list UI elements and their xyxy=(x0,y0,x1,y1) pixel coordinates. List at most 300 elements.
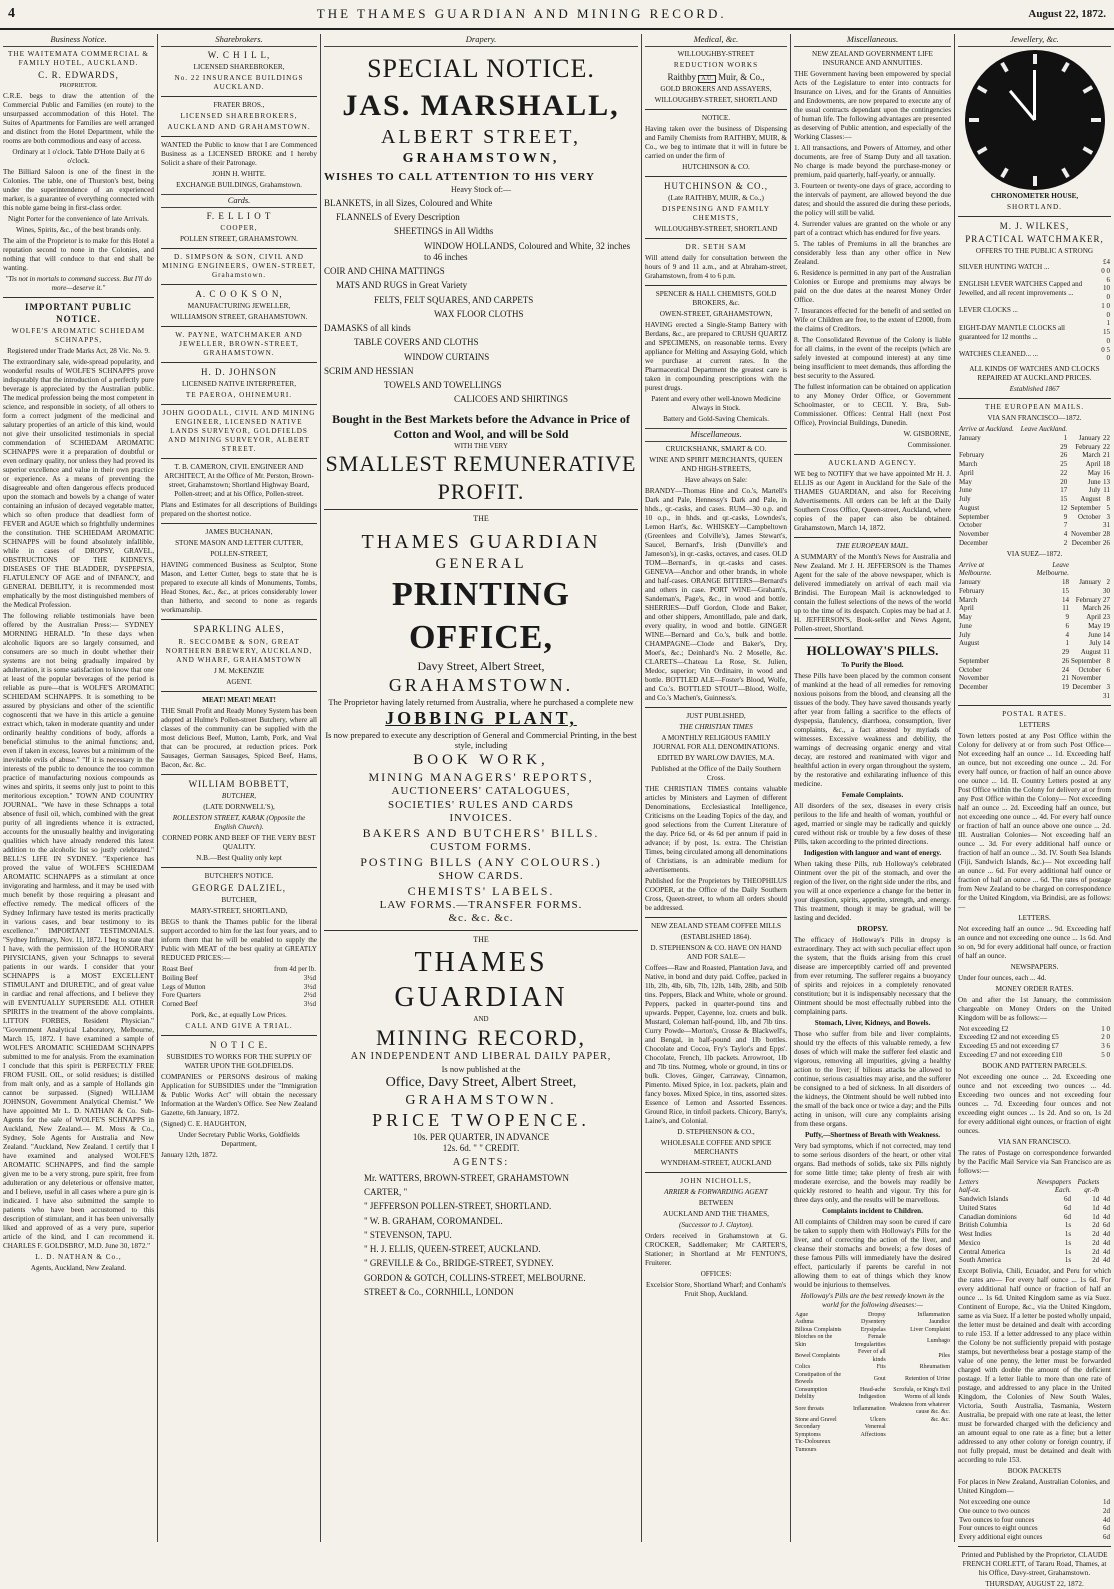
table-cell: February xyxy=(959,586,985,595)
work-item: SOCIETIES' RULES AND CARDS xyxy=(388,798,574,811)
agent-item: Mr. WATTERS, BROWN-STREET, GRAHAMSTOWN xyxy=(364,1172,570,1183)
table-cell: June xyxy=(1087,477,1101,486)
printing-note: The Proprietor having lately returned from Australia, where he purchased a complete new xyxy=(328,696,634,707)
nicholls-between: BETWEEN xyxy=(698,1199,734,1207)
table-cell: August xyxy=(1080,648,1101,657)
table-row xyxy=(794,1417,951,1425)
dropsy-text: The efficacy of Holloway's Pills in dropsy is extraordinary. They act with such peculiar effect upon the system, that the fluids arising from this cruel disease are imperceptibly carried off and prevented from ever returning. The sufferer regains a buoyancy of spirits and rejoices in a completely renovated constitution; but it is indispensably necessary that the Ointment should be most effectually rubbed into the complaining parts. xyxy=(794,935,951,1016)
table-cell: Two ounces to four ounces xyxy=(959,1515,1035,1524)
table-cell: Weakness from whatever cause &c. &c. xyxy=(889,1401,950,1416)
table-cell: January xyxy=(959,433,981,442)
table-cell: 12 xyxy=(1060,503,1068,512)
table-cell: November xyxy=(959,530,989,539)
table-header-cell: qr.-lb xyxy=(1084,1186,1100,1195)
table-cell: Tumours xyxy=(795,1446,817,1453)
table-cell: 6 xyxy=(1065,621,1070,630)
letters2-heading: LETTERS. xyxy=(1018,913,1051,922)
agents-title: AGENTS: xyxy=(452,1157,510,1169)
table-cell: January xyxy=(1079,578,1101,587)
hutchinson-address: WILLOUGHBY-STREET, SHORTLAND xyxy=(654,225,778,234)
table-header-cell: Each. xyxy=(1054,1186,1072,1195)
table-cell: 11 xyxy=(1103,648,1110,657)
bobbett-address: ROLLESTON STREET, KARAK (Opposite the English Church). xyxy=(172,813,306,831)
motto: "Tis not in mortals to command success. But I'll do more—deserve it." xyxy=(5,275,152,293)
stock-item: WAX FLOOR CLOTHS xyxy=(434,308,524,319)
table-cell: 1d xyxy=(1092,1212,1100,1221)
table-row xyxy=(794,1424,951,1439)
work-item: BAKERS AND BUTCHERS' BILLS. xyxy=(362,826,600,840)
price-item: Legs of Mutton xyxy=(162,982,206,991)
table-cell xyxy=(1068,521,1101,530)
signed-title: Under Secretary Public Works, Goldfields Department, xyxy=(178,1131,300,1148)
book2-table xyxy=(958,1498,1111,1542)
hutchinson-late: (Late RAITHBY, MUIR, & Co.,) xyxy=(668,194,764,203)
buchanan-name: JAMES BUCHANAN, xyxy=(205,528,273,537)
table-cell: Sore throats xyxy=(795,1405,824,1412)
column-medical xyxy=(642,34,791,1542)
table-cell: March xyxy=(959,595,978,604)
stock-item: WINDOW HOLLANDS, Coloured and White, 32 inches to 46 inches xyxy=(424,240,631,262)
purify-heading: To Purify the Blood. xyxy=(841,660,904,669)
table-cell: January xyxy=(1078,433,1101,442)
table-row xyxy=(958,302,1111,320)
cameron-card: T. B. CAMERON, CIVIL ENGINEER AND ARCHITECT, At the Office of Mr. Perston, Brown-street, Grahamstown; Shortland Highway Board, Pollen-street; and at his Office, Pollen-street. xyxy=(164,463,314,499)
table-cell: 4d xyxy=(1103,1256,1110,1265)
divider xyxy=(645,238,787,239)
column-header: Medical, &c. xyxy=(645,34,787,47)
nzgov-point: 5. The tables of Premiums in all the branches are considerably less than any other office in New Zealand. xyxy=(794,239,951,266)
watch-item: LEVER CLOCKS ... xyxy=(959,306,1018,315)
sam-name: DR. SETH SAM xyxy=(685,243,747,252)
printing-general: GENERAL xyxy=(435,556,527,573)
table-cell: Rheumatism xyxy=(919,1364,950,1371)
frater-name: FRATER BROS., xyxy=(213,100,265,109)
proprietor-name: C. R. EDWARDS, xyxy=(38,69,119,80)
column-header: Miscellaneous. xyxy=(794,34,951,47)
disease-table xyxy=(794,1312,951,1455)
table-cell: 2d xyxy=(1092,1230,1100,1239)
hutchinson-sig: HUTCHINSON & CO. xyxy=(682,163,750,172)
willoughby-street: WILLOUGHBY-STREET xyxy=(677,49,755,58)
table-cell: &c. &c. xyxy=(930,1416,950,1423)
table-row xyxy=(794,1402,951,1417)
table-cell: Inflammation xyxy=(853,1405,886,1412)
table-cell: 27 xyxy=(1103,595,1110,604)
meat-price-list xyxy=(161,965,317,1009)
price-value: 3½d xyxy=(303,1000,316,1008)
table-cell: 4d xyxy=(1103,1515,1110,1524)
hutchinson-name: HUTCHINSON & CO., xyxy=(663,181,768,192)
paper-record: MINING RECORD, xyxy=(375,1024,587,1050)
signed-date: January 12th, 1872. xyxy=(161,1151,218,1159)
work-item: CUSTOM FORMS. xyxy=(430,841,532,853)
table-cell: April xyxy=(1085,460,1101,469)
book2-text: For places in New Zealand, Australian Colonies, and United Kingdom— xyxy=(958,1478,1110,1496)
via-suez: VIA SUEZ—1872. xyxy=(1006,549,1063,558)
table-row xyxy=(794,1447,951,1455)
notice-title: N O T I C E. xyxy=(209,1039,269,1050)
clock-tick xyxy=(976,146,987,154)
seccombe-card: R. SECCOMBE & SON, GREAT NORTHERN BREWERY, AUCKLAND, AND WHARF, GRAHAMSTOWN xyxy=(165,637,313,664)
table-row xyxy=(794,1327,951,1335)
notice-text: Having taken over the business of Dispensing and Family Chemists from RAITHBY, MUIR, & Co., we beg to intimate that it will in future be carried on under the firm of xyxy=(645,125,787,161)
misc-header: Miscellaneous. xyxy=(645,428,787,442)
table-cell: 11 xyxy=(1062,604,1070,613)
imprint-date: THURSDAY, AUGUST 22, 1872. xyxy=(985,1579,1084,1588)
indigestion-heading: Indigestion with languor and want of energy. xyxy=(803,848,942,857)
table-cell: 21 xyxy=(1062,674,1070,683)
table-row xyxy=(958,648,1111,657)
divider xyxy=(161,1035,317,1036)
table-row xyxy=(958,1516,1111,1525)
table-cell: March xyxy=(1082,604,1101,613)
nathan-address: Agents, Auckland, New Zealand. xyxy=(30,1263,127,1272)
repaired-text: ALL KINDS OF WATCHES AND CLOCKS REPAIRED AT AUCKLAND PRICES. xyxy=(969,365,1100,383)
puffy-text: Very bad symptoms, which if not corrected, may tend to some serious disorders of the heart, or other vital organs. Bad methods of solids, take six Pills nightly for some little time; take plenty of fresh air with moderate exercise, and the bowels may readily be quickly restored to health and vigour. Try this for three days only, and the results will be marvellous. xyxy=(794,1141,951,1204)
table-cell: October xyxy=(1078,665,1101,674)
watch-price: 6 10 0 xyxy=(1103,275,1110,302)
table-cell: Gout xyxy=(873,1375,886,1382)
table-cell: Debility xyxy=(795,1394,815,1401)
printing-office: PRINTING OFFICE, xyxy=(391,576,571,656)
money-text: On and after the 1st January, the commission chargeable on Money Orders on the United Kingdom will be as follows:— xyxy=(958,995,1111,1022)
table-header-cell: half-oz. xyxy=(959,1186,981,1195)
table-cell: Ague xyxy=(795,1311,808,1318)
watch-item: ENGLISH LEVER WATCHES Capped and Jewelled, and all recent improvements ... xyxy=(959,280,1083,297)
nicholls-title: ARRIER & FORWARDING AGENT xyxy=(664,1188,768,1196)
table-cell: 1 xyxy=(1065,639,1070,648)
price-item: Fore Quarters xyxy=(162,991,201,1000)
table-cell: 30 xyxy=(1103,586,1110,595)
nzgov-point: 8. The Consolidated Revenue of the Colony is liable for all claims, in the event of the receipts (which are safely invested at compound interest) at any time being insufficient to meet demands, thus affording the best security to the Assured. xyxy=(794,335,951,380)
table-row xyxy=(958,1248,1111,1257)
nzgov-foot: The fullest information can be obtained on application to any Money Order Office, or Government Schoolmaster, or to CECIL Y. Bra, Sub-Commissioner. Offices: Central Hall (next Post Office), Provincial Buildings, Dunedin. xyxy=(794,382,951,427)
table-cell: 14 xyxy=(1103,630,1110,639)
table-cell: 4d xyxy=(1103,1230,1110,1239)
table-cell: 4d xyxy=(1103,1238,1110,1247)
nathan-signoff: L. D. NATHAN & Co., xyxy=(35,1252,122,1261)
draper-name: JAS. MARSHALL, xyxy=(342,89,620,123)
divider xyxy=(161,326,317,327)
table-cell: Fits xyxy=(876,1364,886,1371)
cookson-title: MANUFACTURING JEWELLER, xyxy=(187,302,291,310)
female-text: All disorders of the sex, diseases in every crisis perilous to the life and health of woman, youthful or aged, married or single may be radically and quickly cured without risk or trouble by a few doses of these Pills, taken according to the printed directions. xyxy=(794,801,951,846)
credit-rate: 12s. 6d. " " CREDIT. xyxy=(442,1143,520,1154)
hotel-text: C.R.E. begs to draw the attention of the Commercial Public and Families (en route) to the unsurpassed accommodation of this Hotel. The Suites of Apartments for Families are well arranged and distinct from the Hotel Department, while the rooms are both commodious and easy of access. xyxy=(3,92,154,146)
newspapers-text: Under four ounces, each ... 4d. xyxy=(958,973,1047,982)
table-row xyxy=(958,1239,1111,1248)
table-cell: 4d xyxy=(1103,1195,1110,1204)
table-row xyxy=(794,1394,951,1402)
divider xyxy=(161,867,317,868)
table-row xyxy=(958,319,1111,345)
table-row xyxy=(958,631,1111,640)
table-row xyxy=(958,1533,1111,1542)
table-cell: 2d xyxy=(1103,1506,1110,1515)
clock-hour-hand xyxy=(1008,90,1035,121)
gisborne-title: Commissioner. xyxy=(907,440,951,449)
testimonials-text: The following reliable testimonials have been offered by the Australian Press:— SYDNEY MORNING HERALD. "In these days when alcoholic liquors are so largely consumed, and consumers are so much in doubt whether their systems are not being gradually impaired by adulteration, it is some satisfaction to know that one at least of the popular beverages of the period is reliable as pure—that is WOLFE'S AROMATIC SCHIEDAM SCHNAPPS. It is something to be assured by physicians and other of the scientific cognoscenti that we have in this article a genuine extract which, taken in moderate quantity and under ordinarily healthy conditions of body, affords a beneficial stimulus to the animal functions; and, even if taken in excess, leaves but a minimum of the inevitable evils of abuse." "If it is necessary in the interests of the public to denounce the too common practice of manufacturing noxious compounds as wines and spirits, it seems only just to point to this meritorious exception." TOWN AND COUNTRY JOURNAL. "We have in these Schnapps a total absence of fusil oil, which, combined with the great purity of all ingredients whence it is extracted, accounts for the unusually healthy and invigorating qualities which have already rendered this latest addition to the alcoholic list so justly celebrated." BELL'S LIFE IN SYDNEY. "Experience has proved the value of WOLFE'S SCHIEDAM AROMATIC SCHNAPPS as a stimulant at once invigorating and harmless, and it may be used with much benefit by those requiring a pleasant and effective remedy. The medical officers of the Sydney Infirmary have tested its merits practically in various cases, and bear testimony to its excellence." IMPORTANT TESTIMONIALS. "Sydney Infirmary, Nov. 11, 1872. I beg to state that I have, with the permission of the HONORARY PHYSICIANS, given your Schnapps to several patients in our wards. I consider that your SCHNAPPS is a MOST EXCELLENT STIMULANT and DIURETIC, and of great value in cardiac and renal affections, and I believe they will EVENTUALLY SUPERSEDE ALL OTHER SPIRITS in the treatment of the above complaints. LITTON FORBES, Resident Physician." "Government Analytical Laboratory, Melbourne, March 15, 1872. I have examined a sample of WOLFE'S AROMATIC SCHIEDAM SCHNAPPS submitted to me for analysis. From the examination I conclude that this spirit is PERFECTLY FREE FROM FUSIL OIL, or solid residues; is distilled from malt only, and as a sample of Hollands gin cannot be surpassed. (Signed) WILLIAM JOHNSON, Government Analytical Chemist." We have appointed Mr L. D. NATHAN & Co. Sub-Agents for the sale of WOLFE'S SCHNAPPS in Auckland, New Zealand.— M. Moss & Co., Sydney, Sole Agents for Australia and New Zealand. "Auckland, New Zealand. I certify that I have examined and analysed WOLFE'S AROMATIC SCHNAPPS, and find the sample given me to be a very strong, pure spirit, free from adulteration or any deleterious or offensive matter, and I believe, useful in all cases where a pure gin is indicated. I have also submitted the sample to patients who have been accustomed to this description of stimulant, and it has been universally liked and approved of as a very pure, superior article of the kind, and I can recommend it. CHARLES F. GOLDSBRO', M.D. June 30, 1872." xyxy=(3,611,154,1250)
divider xyxy=(161,404,317,405)
stephenson-title: D. STEPHENSON & CO. HAVE ON HAND AND FOR SALE— xyxy=(650,944,782,961)
table-row xyxy=(958,604,1111,613)
schnapps-text: The extraordinary sale, wide-spread popularity, and wonderful results of WOLFE'S SCHNAPPS prove indisputably that the introduction of a perfectly pure beverage is appreciated by the Australian public. The medical profession being the most competent in science, and responsible in society, of all others to form a correct judgment of the medicinal and salutary properties of an article of this kind, would not give their unsolicited testimonials in special commendation of SCHIEDAM AROMATIC SCHNAPPS were it a preparation of doubtful or even ordinary quality, nor unless they had proved its superior excellence and value in their own practice or experience. As a means of preventing the disagreeable and often dangerous effects produced upon the stomach and bowels by a change of water containing an infusion of decayed vegetable matter, which so often produce that deadliest form of FEVER and AGUE which so frightfully undermines the constitution. THE SCHIEDAM AROMATIC SCHNAPPS will be found absolutely infallible, while in cases of DROPSY, GRAVEL, OBSTRUCTIONS OF THE KIDNEYS, DISEASES OF THE BLADDER, DYSPEPSIA, FLATULENCY OF AGE and of INFANCY, and GENERAL DEBILITY, it is recommended most emphatically by the most distinguished members of the Medical Profession. xyxy=(3,357,154,609)
postal-rates: POSTAL RATES. xyxy=(1002,709,1067,718)
buchanan-title: STONE MASON AND LETTER CUTTER, xyxy=(175,539,303,548)
table-row xyxy=(958,1204,1111,1213)
sam-text: Will attend daily for consultation between the hours of 9 and 11 a.m., and at Abraham-street, Grahamstown, from 4 to 6 p.m. xyxy=(645,254,787,281)
table-cell: November xyxy=(1071,530,1101,539)
printing-town: GRAHAMSTOWN. xyxy=(388,675,574,696)
table-cell: August xyxy=(959,639,980,648)
wilkes-name: M. J. WILKES, xyxy=(999,220,1070,231)
gisborne-name: W. GISBORNE, xyxy=(903,429,951,438)
table-cell: 26 xyxy=(1060,451,1068,460)
table-cell: 21 xyxy=(1103,451,1110,460)
table-cell: 6d xyxy=(1103,1221,1110,1230)
agent-item: " W. B. GRAHAM, COROMANDEL. xyxy=(364,1215,503,1226)
column-header: Business Notice. xyxy=(3,34,154,47)
printing-address: Davy Street, Albert Street, xyxy=(417,659,545,674)
table-cell: United States xyxy=(959,1203,997,1212)
divider xyxy=(324,930,638,931)
table-row xyxy=(958,346,1111,364)
table-cell: 7 xyxy=(1063,521,1068,530)
hotel-name: THE WAITEMATA COMMERCIAL & FAMILY HOTEL, AUCKLAND. xyxy=(7,49,150,67)
table-row xyxy=(958,434,1111,443)
watch-item: SILVER HUNTING WATCH ... xyxy=(959,262,1050,271)
letters2-text: Not exceeding half an ounce ... 9d. Exceeding half an ounce and not exceeding one ounce ... 1s 6d. And so on, 9d for every additional half ounce, or fraction of half an ounce. xyxy=(958,924,1111,960)
table-row xyxy=(958,1256,1111,1265)
cruickshank-title: WINE AND SPIRIT MERCHANTS, QUEEN AND HIGH-STREETS, xyxy=(649,456,783,473)
table-cell: June xyxy=(1088,630,1101,639)
nzgov-point: 4. Surrender values are granted on the whole or any part of a contract which has endured for five years. xyxy=(794,219,951,237)
table-row xyxy=(958,530,1111,539)
stephenson-text: Coffees—Raw and Roasted, Plantation Java, and Native, in bond and duty paid. Coffee, packed in 1lb, 2lb, 4lb, 6lb, 7lb, 12lb, 14lb, 28lb, and 50lb tins. Peppers, Black and White, whole or ground. Peppers, packed in quarter-pound tins and upwards. Pepper, Cayenne, loz. cruets and bulk. Mustard, Coleman half-pound, 1lb, and 7lb tins. Curry Powde—Morton's, Crosse & Blackwell's, and Bengal, in half-pound and 1lb bottles. Chocolate and Cocoa, Fry's Taylor's and Epps'. Chocolate, French, 1lb packets. Arrowroot, 1lb and 7lb tins. Nutmeg, whole or ground, in tins or bulk. Cloves, Ginger, Carraway, Cinnamon, Pimento. Mixed Spice, in 1oz. packets, plain and fancy boxes. Mixed Spice, in tins, assorted sizes. Essence of Lemon and Assorted Essences. Ground Rice, in tinfoil packets. Chicory, Barry's, Laine's, and Colonial. xyxy=(645,964,787,1125)
cruickshank-name: CRUICKSHANK, SMART & CO. xyxy=(665,445,767,453)
table-cell: Erysipelas xyxy=(860,1326,886,1333)
table-row xyxy=(794,1372,951,1387)
divider xyxy=(645,1172,787,1173)
white-address: EXCHANGE BUILDINGS, Grahamstown. xyxy=(176,180,302,189)
dalziel-title: BUTCHER, xyxy=(221,896,257,904)
work-item: AUCTIONEERS' CATALOGUES, xyxy=(391,784,571,797)
divider xyxy=(794,537,951,538)
female-heading: Female Complaints. xyxy=(841,790,904,799)
divider xyxy=(161,458,317,459)
table-cell: 2d xyxy=(1092,1256,1100,1265)
table-cell: 19 xyxy=(1103,621,1110,630)
table-cell: 4d xyxy=(1103,1203,1110,1212)
nicholls-route: AUCKLAND AND THE THAMES, xyxy=(663,1210,769,1218)
table-row xyxy=(958,1498,1111,1507)
johnson-name: H. D. JOHNSON xyxy=(200,367,277,377)
book-heading: BOOK AND PATTERN PARCELS. xyxy=(982,1061,1087,1070)
table-cell: March xyxy=(959,460,978,469)
divider xyxy=(645,176,787,177)
clock-minute-hand xyxy=(1033,70,1036,120)
table-row xyxy=(958,443,1111,452)
table-cell: 18 xyxy=(1062,578,1070,587)
mckenzie-name: J M. McKENZIE xyxy=(213,666,265,675)
paper-town: GRAHAMSTOWN. xyxy=(405,1092,557,1108)
reduction-works: REDUCTION WORKS xyxy=(673,60,759,69)
table-cell: May xyxy=(959,477,972,486)
wanted-text: WANTED the Public to know that I are Commenced Business as a LICENSED BROKE and I hereby Solicit a share of their Patronage. xyxy=(161,140,317,167)
elliot-name: F. E L L I O T xyxy=(206,210,272,221)
table-cell: 9 xyxy=(1063,512,1068,521)
table-row xyxy=(958,504,1111,513)
table-cell: 8 xyxy=(1106,495,1110,504)
table-row xyxy=(958,666,1111,675)
table-cell xyxy=(958,692,1018,701)
auckland-agency: AUCKLAND AGENCY. xyxy=(828,458,917,467)
table-cell: 29 xyxy=(1062,648,1070,657)
table-row xyxy=(958,478,1111,487)
table-row xyxy=(161,974,317,983)
table-cell xyxy=(1018,692,1070,701)
buchanan-address: POLLEN-STREET, xyxy=(210,550,268,559)
white-name: JOHN H. WHITE. xyxy=(212,169,266,178)
table-cell: 18 xyxy=(1103,460,1110,469)
wines-text: Wines, Spirits, &c., of the best brands only. xyxy=(15,226,141,235)
table-cell: Ulcers xyxy=(870,1416,886,1423)
table-cell: 3 xyxy=(1106,683,1110,692)
money-fee: 1 0 xyxy=(1101,1024,1110,1033)
table-cell: Retention of Urine xyxy=(905,1375,950,1382)
divider xyxy=(161,523,317,524)
nzsteam-name: NEW ZEALAND STEAM COFFEE MILLS xyxy=(650,922,782,930)
stock-item: CALICOES AND SHIRTINGS xyxy=(454,394,568,405)
wishes-line: WISHES TO CALL ATTENTION TO HIS VERY xyxy=(324,171,595,184)
clock-tick xyxy=(969,118,979,122)
divider xyxy=(161,248,317,249)
table-cell xyxy=(958,443,1017,452)
table-row xyxy=(958,1195,1111,1204)
watch-price: 1 15 0 xyxy=(1103,319,1110,345)
table-cell: 20 xyxy=(1060,477,1068,486)
table-row xyxy=(958,561,1111,579)
nicholls-text: Orders received in Grahamstown at G. CROCKER, Saddlemaker; Mr CARTER'S, Stationer; in Shortland at Mr FENTON'S, Fruiterer. xyxy=(645,1232,787,1267)
table-cell: Consumption xyxy=(795,1386,828,1393)
divider xyxy=(161,619,317,620)
money-table xyxy=(958,1025,1111,1060)
table-cell xyxy=(1070,587,1102,596)
table-header-cell: Newspapers xyxy=(1036,1177,1072,1186)
night-porter: Night Porter for the convenience of late Arrivals. xyxy=(8,215,149,224)
watch-price: 0 5 0 xyxy=(1101,345,1110,363)
table-row xyxy=(958,1025,1111,1034)
stock-item: MATS AND RUGS in Great Variety xyxy=(336,280,468,291)
clock-tick xyxy=(1000,61,1008,72)
table-cell: Central America xyxy=(959,1247,1006,1256)
watch-price-table xyxy=(958,258,1111,363)
draper-town: GRAHAMSTOWN, xyxy=(402,150,560,166)
euro-mail-text: A SUMMARY of the Month's News for Australia and New Zealand. Mr J. H. JEFFERSON is the Thames Agent for the sale of the above newspaper, which is delivered immediately on arrival of each mail via Brindisi. The European Mail is acknowledged to contain the fullest selections of the news of the world up to the time of its despatch. Copies may be had at J. H. JEFFERSON'S, Book-seller and News Agent, Pollen-street, Shortland. xyxy=(794,552,951,633)
table-row xyxy=(161,965,317,974)
paper-and: AND xyxy=(473,1015,489,1023)
column-sharebrokers xyxy=(158,34,321,1542)
table-row xyxy=(958,495,1111,504)
paper-subtitle: AN INDEPENDENT AND LIBERAL DAILY PAPER, xyxy=(350,1051,612,1063)
sf2-text: The rates of Postage on correspondence forwarded by the Pacific Mail Service via San Francisco are as follows:— xyxy=(958,1148,1111,1175)
puffy-heading: Puffy,—Shortness of Breath with Weakness. xyxy=(804,1130,941,1139)
money-fee: 5 0 xyxy=(1101,1050,1110,1059)
table-cell xyxy=(887,1439,951,1447)
ordinary-hours: Ordinary at 1 o'clock. Table D'Hote Daily at 6 o'clock. xyxy=(12,148,145,166)
bobbett-name: WILLIAM BOBBETT, xyxy=(188,778,290,789)
table-cell: Lumbago xyxy=(927,1338,950,1345)
price-value: from 4d per lb. xyxy=(274,965,316,973)
table-cell: 1 xyxy=(1063,433,1068,442)
watch-item: EIGHT-DAY MANTLE CLOCKS all guaranteed for 12 months ... xyxy=(959,323,1065,341)
stock-item: TABLE COVERS AND CLOTHS xyxy=(354,337,479,348)
table-cell: October xyxy=(1078,512,1101,521)
chronometer-town: SHORTLAND. xyxy=(1007,202,1062,211)
butchers-notice: BUTCHER'S NOTICE. xyxy=(204,871,274,880)
table-cell xyxy=(1070,692,1102,701)
table-cell: Liver Complaint xyxy=(910,1326,950,1333)
signed-name: (Signed) C. E. HAUGHTON, xyxy=(161,1120,247,1128)
table-cell: August xyxy=(959,503,980,512)
table-cell: 2d xyxy=(1092,1221,1100,1230)
stephenson-foot-3: WYNDHAM-STREET, AUCKLAND xyxy=(660,1159,772,1167)
table-row xyxy=(794,1349,951,1364)
table-cell: Asthma xyxy=(795,1319,814,1326)
table-cell: 5 xyxy=(1106,503,1110,512)
table-cell: 29 xyxy=(1060,442,1068,451)
agent-item: STREET & Co., CORNHILL, LONDON xyxy=(364,1286,514,1297)
table-cell xyxy=(844,1447,887,1455)
table-row xyxy=(958,639,1111,648)
divider xyxy=(958,216,1111,217)
table-cell: November xyxy=(1071,674,1101,683)
nzgov-point: 3. Fourteen or twenty-one days of grace, according to the intervals of payment, are allowed beyond the due dates; and should the assured die during these periods, the policy will still be valid. xyxy=(794,181,951,217)
table-row xyxy=(958,258,1111,276)
column-drapery xyxy=(321,34,642,1542)
clock-icon xyxy=(965,50,1105,190)
bobbett-text: CORNED PORK AND BEEF OF THE VERY BEST QUALITY. xyxy=(162,833,316,851)
table-cell: 31 xyxy=(1103,521,1110,530)
frater-address: AUCKLAND AND GRAHAMSTOWN. xyxy=(167,122,311,131)
table-header-cell: Letters xyxy=(959,1177,979,1186)
page-number: 4 xyxy=(8,6,15,21)
column-header: Jewellery, &c. xyxy=(958,34,1111,47)
table-cell: 17 xyxy=(1060,486,1068,495)
table-cell: 1d xyxy=(1103,1498,1110,1507)
table-cell: Bilious Complaints xyxy=(795,1326,842,1333)
divider xyxy=(958,1546,1111,1547)
table-cell: 24 xyxy=(1062,665,1070,674)
table-cell: 1s xyxy=(1064,1256,1072,1265)
table-row xyxy=(958,692,1111,701)
clock-tick xyxy=(1082,146,1093,154)
christian-monthly: A MONTHLY RELIGIOUS FAMILY JOURNAL FOR ALL DENOMINATIONS. xyxy=(652,734,780,751)
table-row xyxy=(958,578,1111,587)
money-heading: MONEY ORDER RATES. xyxy=(995,984,1074,993)
money-item: Exceeding £5 and not exceeding £7 xyxy=(959,1042,1059,1051)
christian-times: THE CHRISTIAN TIMES xyxy=(679,723,753,731)
sf-mail-table xyxy=(958,425,1111,548)
bobbett-title: BUTCHER, xyxy=(221,791,257,800)
divider xyxy=(161,96,317,97)
column-jewellery xyxy=(955,34,1114,1588)
chronometer-house: CHRONOMETER HOUSE, xyxy=(990,191,1079,200)
table-cell: Inflammation xyxy=(917,1311,950,1318)
table-row xyxy=(958,596,1111,605)
table-cell: 2d xyxy=(1092,1238,1100,1247)
table-row xyxy=(958,1507,1111,1516)
